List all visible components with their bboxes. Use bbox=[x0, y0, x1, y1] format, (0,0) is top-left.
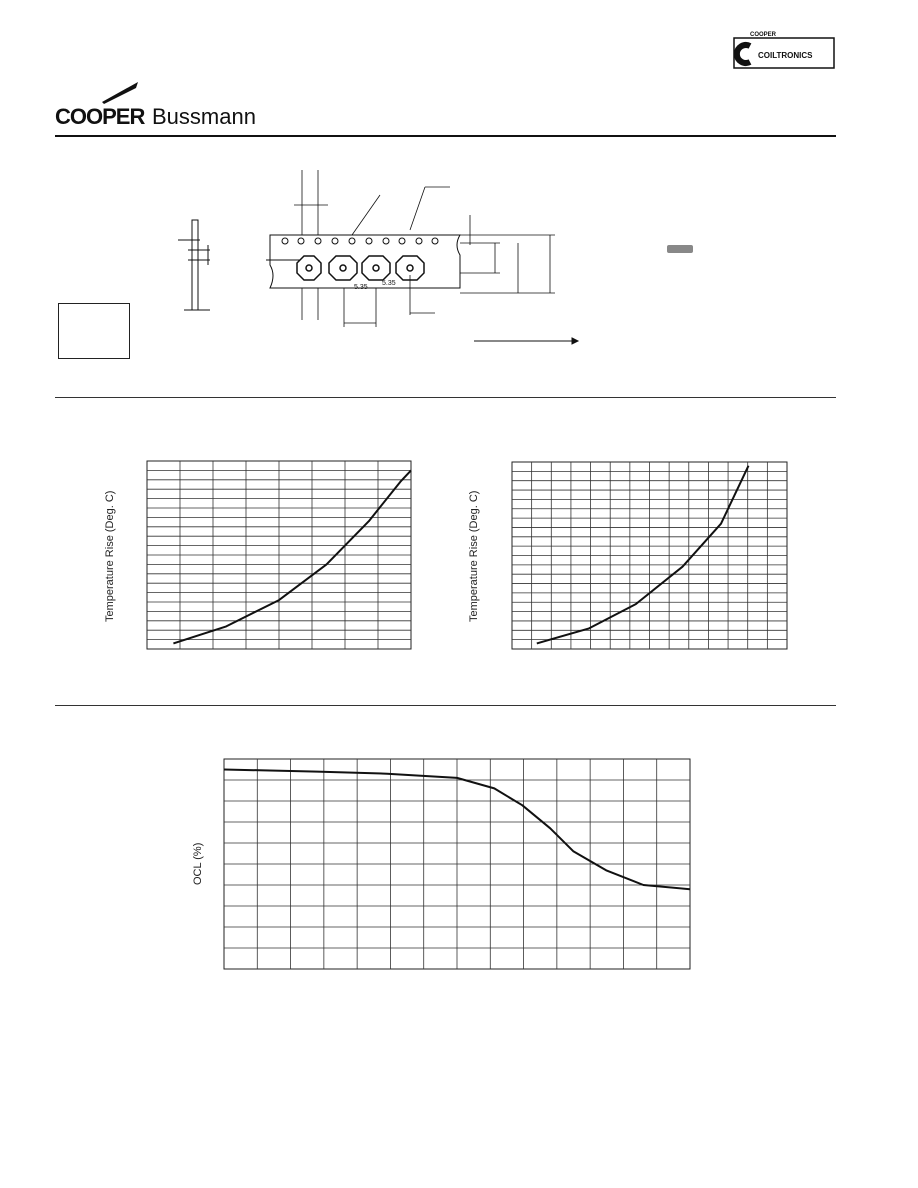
chart-ocl-ylabel: OCL (%) bbox=[192, 842, 204, 885]
cooper-swoosh-icon bbox=[100, 80, 140, 104]
badge-brand: COILTRONICS bbox=[758, 51, 813, 60]
note-box bbox=[58, 303, 130, 359]
section-rule-2 bbox=[55, 705, 836, 706]
dim-label-a: 5.35 bbox=[354, 284, 368, 291]
dim-label-b: 5.35 bbox=[382, 280, 396, 287]
temp-rise-chart-right bbox=[511, 461, 788, 650]
component-pockets bbox=[297, 256, 424, 280]
badge-top: COOPER bbox=[750, 32, 777, 38]
logo-bussmann: Bussmann bbox=[152, 104, 256, 129]
coiltronics-logo bbox=[728, 26, 836, 70]
logo-cooper: COOPER bbox=[55, 104, 145, 129]
side-view bbox=[178, 220, 210, 310]
packaging-drawing bbox=[170, 165, 590, 355]
temp-rise-chart-left bbox=[146, 460, 412, 650]
series-line bbox=[537, 466, 749, 644]
section-rule-1 bbox=[55, 397, 836, 398]
sprocket-holes bbox=[282, 238, 438, 244]
chart-left-ylabel: Temperature Rise (Deg. C) bbox=[104, 490, 116, 622]
component-icon bbox=[667, 245, 693, 253]
series-line bbox=[173, 470, 411, 643]
chart-right-ylabel: Temperature Rise (Deg. C) bbox=[468, 490, 480, 622]
dimension-lines bbox=[294, 170, 555, 327]
ocl-chart bbox=[223, 758, 691, 970]
header-rule bbox=[55, 135, 836, 137]
feed-direction-arrow bbox=[474, 338, 578, 344]
